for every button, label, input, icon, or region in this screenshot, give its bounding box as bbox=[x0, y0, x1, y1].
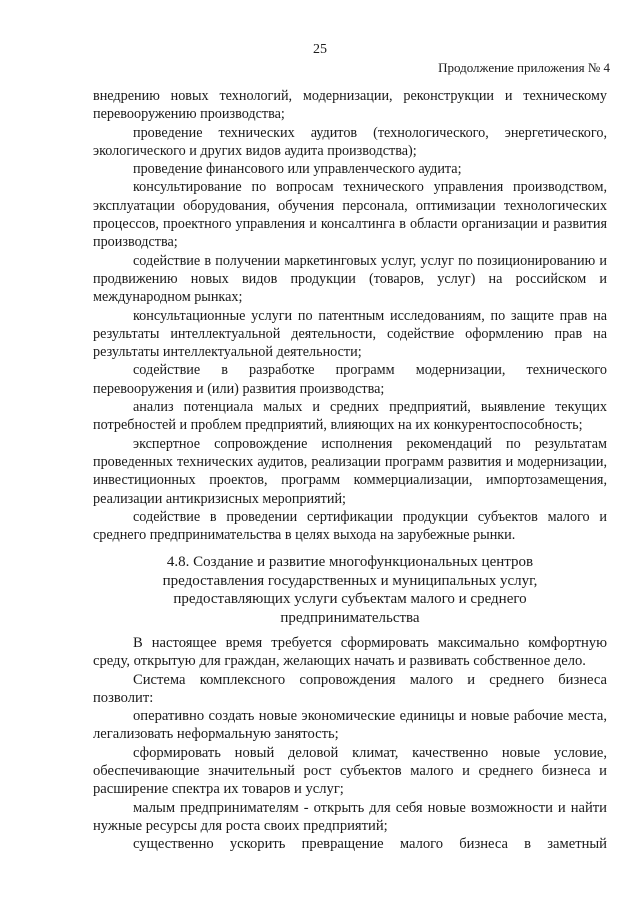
appendix-continuation-label: Продолжение приложения № 4 bbox=[438, 60, 610, 75]
list-item: внедрению новых технологий, модернизации, реконструкции и техническому перевооружению производства; bbox=[93, 88, 607, 123]
paragraph: существенно ускорить превращение малого бизнеса в заметный bbox=[133, 836, 607, 853]
section-heading-line: предоставления государственных и муниципальных услуг, bbox=[162, 572, 538, 589]
list-item: консультационные услуги по патентным исследованиям, по защите прав на результаты интеллектуальной деятельности, содействие оформлению прав на результаты интеллектуальной деятельности; bbox=[93, 307, 607, 361]
list-item: консультирование по вопросам технического управления производством, эксплуатации оборудования, обучения персонала, оптимизации технологических процессов, проектного управления и консалтинга в области организации и развития производства; bbox=[93, 179, 607, 251]
list-item: экспертное сопровождение исполнения рекомендаций по результатам проведенных технических аудитов, реализации программ развития и модернизации, инвестиционных проектов, программ коммерциализации, импортозамещения, реализации антикризисных мероприятий; bbox=[93, 435, 607, 507]
list-item: содействие в разработке программ модернизации, технического перевооружения и (или) развития производства; bbox=[93, 362, 607, 397]
list-item: проведение финансового или управленческого аудита; bbox=[133, 161, 462, 178]
page-number: 25 bbox=[313, 42, 327, 57]
paragraph: малым предпринимателям - открыть для себя новые возможности и найти нужные ресурсы для роста своих предприятий; bbox=[93, 799, 607, 834]
section-heading bbox=[93, 553, 607, 627]
services-list bbox=[93, 87, 607, 544]
list-item: проведение технических аудитов (технологического, энергетического, экологического и других видов аудита производства); bbox=[93, 124, 607, 159]
paragraph: оперативно создать новые экономические единицы и новые рабочие места, легализовать неформальную занятость; bbox=[93, 708, 607, 743]
paragraph: Система комплексного сопровождения малого и среднего бизнеса позволит: bbox=[93, 671, 607, 706]
paragraph: сформировать новый деловой климат, качественно новые условие, обеспечивающие значительный рост субъектов малого и среднего бизнеса и расширение спектра их товаров и услуг; bbox=[93, 744, 607, 798]
paragraph: В настоящее время требуется сформировать максимально комфортную среду, открытую для граждан, желающих начать и развивать собственное дело. bbox=[93, 635, 607, 670]
section-heading-line: 4.8. Создание и развитие многофункциональных центров bbox=[166, 554, 534, 570]
list-item: содействие в получении маркетинговых услуг, услуг по позиционированию и продвижению новых видов продукции (товаров, услуг) на российском и международном рынках; bbox=[93, 252, 607, 306]
list-item: содействие в проведении сертификации продукции субъектов малого и среднего предпринимательства в целях выхода на зарубежные рынки. bbox=[93, 508, 607, 544]
section-heading-line: предпринимательства bbox=[280, 609, 420, 626]
section-heading-line: предоставляющих услуги субъектам малого и среднего bbox=[173, 591, 527, 608]
section-body bbox=[93, 634, 607, 854]
list-item: анализ потенциала малых и средних предприятий, выявление текущих потребностей и проблем предприятий, влияющих на их конкурентоспособность; bbox=[93, 399, 607, 434]
